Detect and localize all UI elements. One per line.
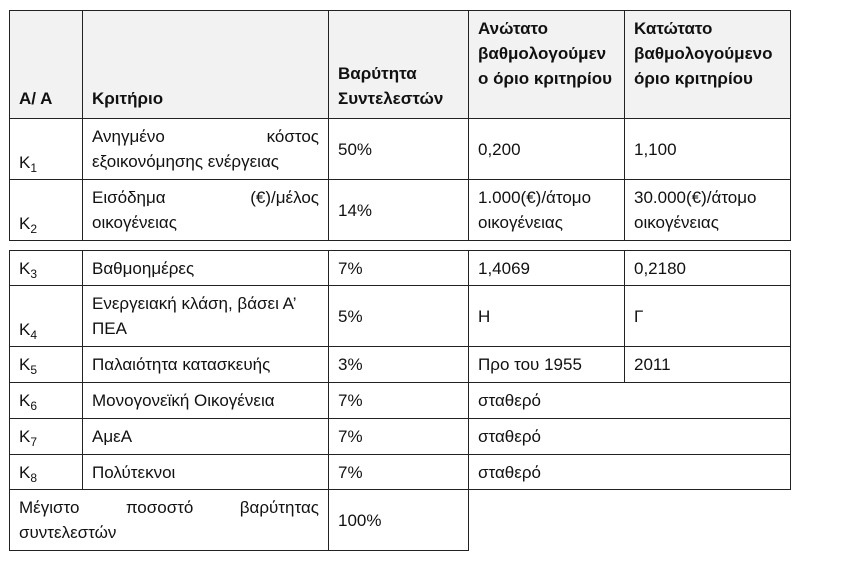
row-code: $K_2$ — [10, 180, 83, 241]
row-code: $K_4$ — [10, 286, 83, 347]
row-upper: 1.000(€)/άτομο οικογένειας — [469, 180, 625, 241]
row-weight: 7% — [329, 419, 469, 455]
row-fixed-value: σταθερό — [469, 419, 791, 455]
header-row — [10, 11, 791, 119]
total-weight: 100% — [329, 490, 469, 551]
row-code: $K_5$ — [10, 347, 83, 383]
row-code: $K_8$ — [10, 455, 83, 490]
row-criterion: Εισόδημα (€)/μέλος οικογένειας — [83, 180, 329, 241]
header-lower-limit: Κατώτατο βαθμολογούμενο όριο κριτηρίου — [625, 11, 791, 119]
row-upper: Η — [469, 286, 625, 347]
row-upper: Προ του 1955 — [469, 347, 625, 383]
row-code: $K_1$ — [10, 119, 83, 180]
row-criterion: Παλαιότητα κατασκευής — [83, 347, 329, 383]
row-weight: 7% — [329, 455, 469, 490]
row-lower: 0,2180 — [625, 251, 791, 286]
row-criterion: ΑμεΑ — [83, 419, 329, 455]
table-row — [10, 119, 791, 180]
row-code: $K_6$ — [10, 383, 83, 419]
header-criterion: Κριτήριο — [83, 11, 329, 119]
empty-cell — [469, 490, 791, 551]
row-criterion: Ανηγμένο κόστος εξοικονόμησης ενέργειας — [83, 119, 329, 180]
total-row — [10, 490, 791, 551]
row-weight: 7% — [329, 251, 469, 286]
criteria-table-part1 — [9, 10, 791, 241]
total-label: Μέγιστο ποσοστό βαρύτητας συντελεστών — [10, 490, 329, 551]
header-upper-limit: Ανώτατο βαθμολογούμεν ο όριο κριτηρίου — [469, 11, 625, 119]
row-fixed-value: σταθερό — [469, 383, 791, 419]
row-code: $K_7$ — [10, 419, 83, 455]
row-lower: Γ — [625, 286, 791, 347]
table-row — [10, 455, 791, 490]
row-fixed-value: σταθερό — [469, 455, 791, 490]
row-criterion: Πολύτεκνοι — [83, 455, 329, 490]
row-criterion: Ενεργειακή κλάση, βάσει Α’ ΠΕΑ — [83, 286, 329, 347]
table-row — [10, 347, 791, 383]
row-weight: 50% — [329, 119, 469, 180]
row-weight: 3% — [329, 347, 469, 383]
row-lower: 2011 — [625, 347, 791, 383]
row-upper: 1,4069 — [469, 251, 625, 286]
row-upper: 0,200 — [469, 119, 625, 180]
row-weight: 14% — [329, 180, 469, 241]
row-lower: 1,100 — [625, 119, 791, 180]
table-row — [10, 251, 791, 286]
table-row — [10, 419, 791, 455]
table-row — [10, 383, 791, 419]
row-lower: 30.000(€)/άτομο οικογένειας — [625, 180, 791, 241]
row-weight: 5% — [329, 286, 469, 347]
row-code: $K_3$ — [10, 251, 83, 286]
criteria-table-part2 — [9, 250, 791, 551]
row-criterion: Μονογονεϊκή Οικογένεια — [83, 383, 329, 419]
table-row — [10, 286, 791, 347]
row-criterion: Βαθμοημέρες — [83, 251, 329, 286]
header-aa: Α/ Α — [10, 11, 83, 119]
row-weight: 7% — [329, 383, 469, 419]
table-row — [10, 180, 791, 241]
header-weight: Βαρύτητα Συντελεστών — [329, 11, 469, 119]
